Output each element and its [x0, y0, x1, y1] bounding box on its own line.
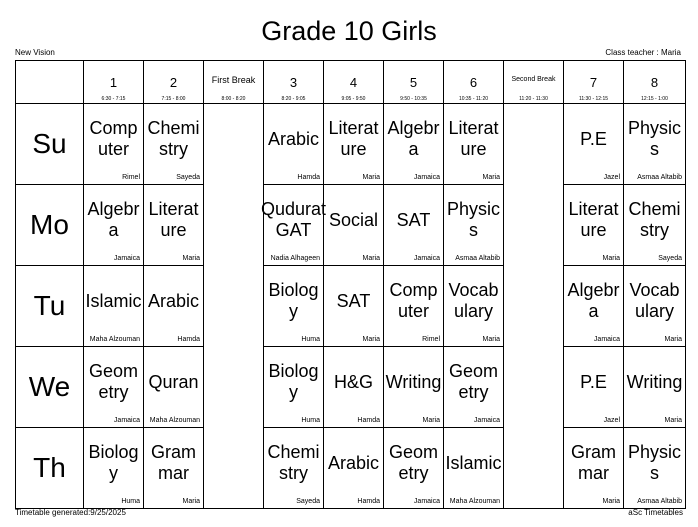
lesson-cell[interactable]	[444, 428, 504, 509]
period-number: 5	[409, 75, 418, 90]
subject-name: SAT	[336, 290, 371, 311]
period-time: 8:20 - 9:05	[281, 96, 306, 102]
period-header-cell	[264, 61, 324, 104]
subject-name: SAT	[396, 209, 431, 230]
subject-name: Writing	[626, 371, 683, 392]
break-header-cell	[504, 61, 564, 104]
day-row	[16, 266, 686, 347]
period-header-cell	[84, 61, 144, 104]
subject-name: Islamic	[85, 290, 142, 311]
teacher-name: Jamaica	[413, 174, 440, 181]
teacher-name: Hamda	[357, 498, 380, 505]
day-label: Tu	[16, 266, 84, 347]
subject-name: Chemistry	[628, 199, 681, 240]
teacher-name: Maha Alzouman	[149, 417, 200, 424]
lesson-cell[interactable]	[384, 266, 444, 347]
teacher-name: Sayeda	[658, 255, 682, 262]
lesson-cell[interactable]	[564, 266, 624, 347]
subject-name: Arabic	[147, 290, 200, 311]
teacher-name: Asmaa Altabib	[637, 174, 682, 181]
break-header-cell	[204, 61, 264, 104]
period-time: 10:35 - 11:20	[458, 96, 489, 102]
break-time: 11:20 - 11:30	[519, 96, 548, 102]
lesson-cell[interactable]	[144, 104, 204, 185]
teacher-name: Maria	[182, 255, 200, 262]
teacher-name: Jamaica	[473, 417, 500, 424]
subject-name: Vocabulary	[629, 280, 680, 321]
subject-name: Quran	[148, 371, 199, 392]
teacher-name: Jamaica	[113, 255, 140, 262]
period-number: 7	[589, 75, 598, 90]
day-row	[16, 428, 686, 509]
lesson-cell[interactable]	[84, 266, 144, 347]
subject-name: Social	[328, 209, 379, 230]
teacher-name: Maria	[422, 417, 440, 424]
period-time: 11:30 - 12:15	[578, 96, 609, 102]
period-time: 9:50 - 10:35	[400, 96, 427, 102]
teacher-name: Maria	[482, 174, 500, 181]
teacher-name: Maha Alzouman	[449, 498, 500, 505]
subject-name: P.E	[580, 371, 607, 392]
footer-brand: aSc Timetables	[628, 508, 683, 517]
lesson-cell[interactable]	[384, 185, 444, 266]
subject-name: Biology	[88, 442, 139, 483]
lesson-cell[interactable]	[564, 185, 624, 266]
lesson-cell[interactable]	[144, 428, 204, 509]
class-teacher: Class teacher : Maria	[605, 48, 681, 57]
subject-name: Computer	[89, 118, 138, 159]
lesson-cell[interactable]	[624, 266, 686, 347]
lesson-cell[interactable]	[384, 428, 444, 509]
subject-name: Grammar	[151, 442, 196, 483]
teacher-name: Maria	[482, 336, 500, 343]
teacher-name: Rimel	[422, 336, 440, 343]
lesson-cell[interactable]	[384, 347, 444, 428]
subject-name: Biology	[268, 280, 319, 321]
teacher-name: Maria	[602, 255, 620, 262]
lesson-cell[interactable]	[264, 266, 324, 347]
period-header-cell	[444, 61, 504, 104]
teacher-name: Maria	[362, 336, 380, 343]
subject-name: Literature	[328, 118, 379, 159]
subject-name: Physics	[627, 118, 681, 159]
teacher-name: Jamaica	[113, 417, 140, 424]
lesson-cell[interactable]	[444, 347, 504, 428]
day-label: Mo	[16, 185, 84, 266]
teacher-name: Jamaica	[593, 336, 620, 343]
lesson-cell[interactable]	[84, 347, 144, 428]
teacher-name: Nadia Alhageen	[270, 255, 320, 262]
subject-name: P.E	[580, 128, 607, 149]
lesson-cell[interactable]	[624, 104, 686, 185]
lesson-cell[interactable]	[324, 428, 384, 509]
teacher-name: Maria	[664, 417, 682, 424]
teacher-name: Maria	[182, 498, 200, 505]
period-number: 8	[650, 75, 659, 90]
lesson-cell[interactable]	[144, 347, 204, 428]
period-time: 6:30 - 7:15	[101, 96, 126, 102]
lesson-cell[interactable]	[264, 347, 324, 428]
subject-name: Arabic	[267, 128, 320, 149]
subject-name: Physics	[446, 199, 500, 240]
header-row	[16, 61, 686, 104]
teacher-name: Rimel	[122, 174, 140, 181]
lesson-cell[interactable]	[144, 185, 204, 266]
teacher-name: Huma	[301, 336, 320, 343]
school-name: New Vision	[15, 48, 55, 57]
teacher-name: Maria	[602, 498, 620, 505]
subject-name: Geometry	[88, 361, 139, 402]
lesson-cell[interactable]	[84, 185, 144, 266]
teacher-name: Sayeda	[296, 498, 320, 505]
subject-name: H&G	[333, 371, 373, 392]
subject-name: Physics	[627, 442, 681, 483]
break-column-cell	[204, 104, 264, 509]
lesson-cell[interactable]	[624, 185, 686, 266]
teacher-name: Asmaa Altabib	[637, 498, 682, 505]
lesson-cell[interactable]	[624, 347, 686, 428]
page-title: Grade 10 Girls	[261, 16, 437, 46]
subject-name: Literature	[568, 199, 619, 240]
teacher-name: Huma	[121, 498, 140, 505]
subject-name: Arabic	[327, 452, 380, 473]
subject-name: Geometry	[448, 361, 499, 402]
lesson-cell[interactable]	[264, 428, 324, 509]
period-time: 9:05 - 9:50	[341, 96, 366, 102]
period-number: 6	[469, 75, 478, 90]
subject-name: Literature	[148, 199, 199, 240]
teacher-name: Asmaa Altabib	[455, 255, 500, 262]
lesson-cell[interactable]	[324, 104, 384, 185]
teacher-name: Jazel	[603, 417, 620, 424]
period-number: 3	[289, 75, 298, 90]
period-number: 1	[109, 75, 118, 90]
lesson-cell[interactable]	[144, 266, 204, 347]
period-time: 12:15 - 1:00	[641, 96, 668, 102]
lesson-cell[interactable]	[324, 266, 384, 347]
subject-name: Islamic	[445, 452, 502, 473]
lesson-cell[interactable]	[444, 185, 504, 266]
teacher-name: Maria	[362, 174, 380, 181]
teacher-name: Maria	[664, 336, 682, 343]
break-label: First Break	[211, 75, 256, 85]
day-row	[16, 185, 686, 266]
lesson-cell[interactable]	[444, 104, 504, 185]
teacher-name: Hamda	[357, 417, 380, 424]
lesson-cell[interactable]	[84, 104, 144, 185]
subject-name: Chemistry	[267, 442, 320, 483]
teacher-name: Hamda	[177, 336, 200, 343]
period-header-cell	[624, 61, 686, 104]
period-header-cell	[564, 61, 624, 104]
teacher-name: Jamaica	[413, 498, 440, 505]
subject-name: Algebra	[567, 280, 620, 321]
lesson-cell[interactable]	[264, 104, 324, 185]
teacher-name: Sayeda	[176, 174, 200, 181]
subject-name: Geometry	[388, 442, 439, 483]
period-header-cell	[384, 61, 444, 104]
lesson-cell[interactable]	[84, 428, 144, 509]
break-label: Second Break	[511, 76, 556, 83]
day-label: Th	[16, 428, 84, 509]
lesson-cell[interactable]	[564, 428, 624, 509]
lesson-cell[interactable]	[260, 185, 327, 266]
period-number: 2	[169, 75, 178, 90]
subject-name: Literature	[448, 118, 499, 159]
lesson-cell[interactable]	[384, 104, 444, 185]
timetable-grid	[15, 60, 686, 509]
subject-name: Chemistry	[147, 118, 200, 159]
teacher-name: Hamda	[297, 174, 320, 181]
period-header-cell	[144, 61, 204, 104]
lesson-cell[interactable]	[324, 347, 384, 428]
teacher-name: Huma	[301, 417, 320, 424]
subject-name: Biology	[268, 361, 319, 402]
corner-cell	[16, 61, 84, 104]
subject-name: Algebra	[87, 199, 140, 240]
period-time: 7:15 - 8:00	[161, 96, 186, 102]
period-number: 4	[349, 75, 358, 90]
teacher-name: Jamaica	[413, 255, 440, 262]
subject-name: Writing	[385, 371, 442, 392]
day-row	[16, 347, 686, 428]
generated-date: Timetable generated:9/25/2025	[15, 508, 126, 517]
subject-name: Grammar	[571, 442, 616, 483]
period-header-cell	[324, 61, 384, 104]
subject-name: Qudurat GAT	[260, 199, 327, 240]
lesson-cell[interactable]	[564, 104, 624, 185]
teacher-name: Maha Alzouman	[89, 336, 140, 343]
break-time: 8:00 - 8:20	[221, 96, 246, 102]
subject-name: Algebra	[387, 118, 440, 159]
lesson-cell[interactable]	[324, 185, 384, 266]
day-label: Su	[16, 104, 84, 185]
day-label: We	[16, 347, 84, 428]
teacher-name: Maria	[362, 255, 380, 262]
teacher-name: Jazel	[603, 174, 620, 181]
subject-name: Computer	[389, 280, 438, 321]
day-row	[16, 104, 686, 185]
lesson-cell[interactable]	[624, 428, 686, 509]
lesson-cell[interactable]	[444, 266, 504, 347]
break-column-cell	[504, 104, 564, 509]
subject-name: Vocabulary	[448, 280, 499, 321]
lesson-cell[interactable]	[564, 347, 624, 428]
